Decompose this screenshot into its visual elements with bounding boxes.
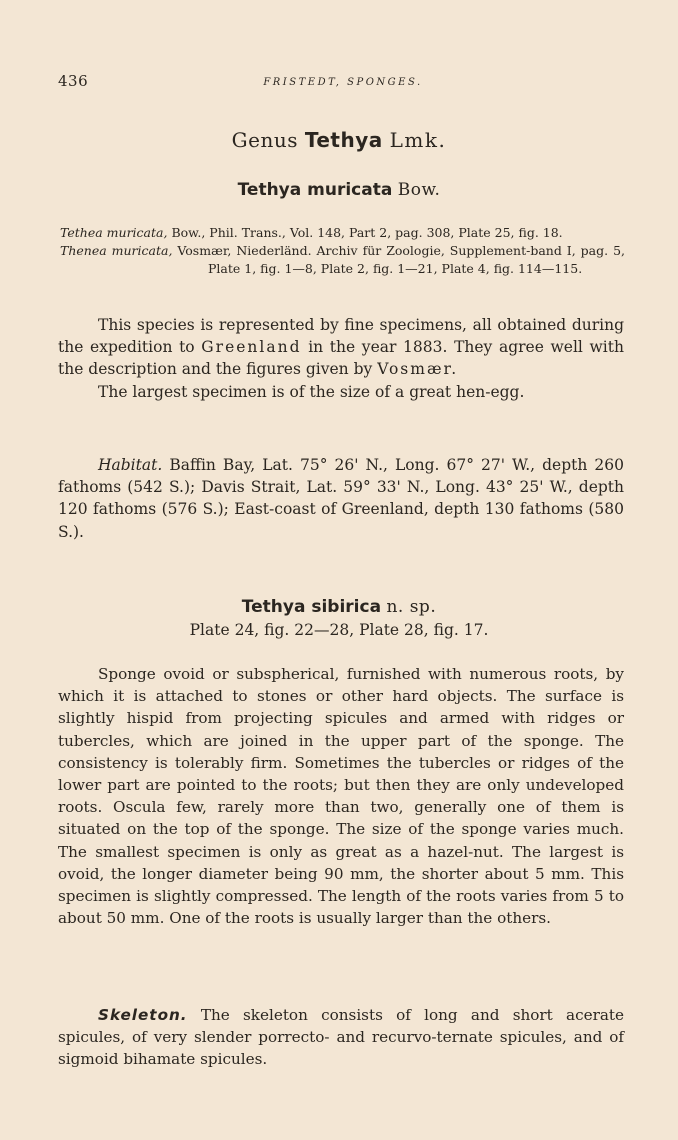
skeleton-paragraph [58, 1004, 624, 1071]
species-heading-sibirica [0, 597, 678, 617]
synonym-reference: Bow., Phil. Trans., Vol. 148, Part 2, pag. 308, Plate 25, fig. 18. [171, 225, 563, 240]
species-name: Tethya muricata [237, 180, 393, 200]
species-authority: n. sp. [386, 597, 437, 617]
plate-reference: Plate 24, fig. 22—28, Plate 28, fig. 17. [189, 621, 489, 639]
intro-text-continued: in the year 1883. They agree well with the description and the figures given by [58, 338, 624, 379]
intro-paragraph [58, 314, 624, 381]
page-header [58, 72, 628, 94]
intro-text: This species is represented by fine specimens, all obtained during the expedition to [58, 316, 624, 357]
place-name: Greenland [201, 338, 302, 357]
habitat-text: Baffin Bay, Lat. 75° 26' N., Long. 67° 27' W., depth 260 fathoms (542 S.); Davis Strait, Lat. 59° 33' N., Long. 43° 25' W., depth 120 fathoms (576 S.); East-coast of Greenland, depth 130 fathoms (580 S.). [58, 456, 624, 541]
intro-section [58, 314, 624, 403]
habitat-section [58, 454, 624, 543]
skeleton-section [58, 1004, 624, 1071]
description-section [58, 663, 624, 929]
largest-paragraph: The largest specimen is of the size of a great hen-egg. [98, 382, 525, 401]
genus-heading [0, 128, 678, 152]
synonym-binomial: Thenea muricata, [60, 243, 173, 259]
description-paragraph: Sponge ovoid or subspherical, furnished with numerous roots, by which it is attached to stones or other hard objects. The surface is slightly hispid from projecting spicules and armed with ridges or tubercles, which are joined in the upper part of the sponge. The consistency is tolerably firm. Sometimes the tubercles or ridges of the lower part are pointed to the roots; but then they are only undeveloped roots. Oscula few, rarely more than two, generally one of them is situated on the top of the sponge. The size of the sponge varies much. The smallest specimen is only as great as a hazel-nut. The largest is ovoid, the longer diameter being 90 mm, the shorter about 5 mm. This specimen is slightly compressed. The length of the roots varies from 5 to about 50 mm. One of the roots is usually larger than the others. [58, 665, 624, 928]
synonym-reference: Vosmær, Niederländ. Archiv für Zoologie, Supplement-band I, pag. 5, Plate 1, fig. 1—8, Plate 2, fig. 1—21, Plate 4, fig. 114—115. [177, 243, 625, 277]
habitat-label: Habitat. [98, 456, 163, 474]
skeleton-text: The skeleton consists of long and short acerate spicules, of very slender porrecto- and recurvo-ternate spicules, and of sigmoid bihamate spicules. [58, 1006, 624, 1069]
running-head: FRISTEDT, SPONGES. [263, 77, 423, 88]
skeleton-label: Skeleton. [98, 1006, 188, 1024]
genus-name: Tethya [304, 128, 383, 152]
species-name: Tethya sibirica [241, 597, 382, 617]
author-name: Vosmær. [377, 360, 459, 379]
species-authority: Bow. [397, 180, 441, 200]
page-number: 436 [58, 72, 89, 90]
genus-authority: Lmk. [389, 128, 447, 152]
habitat-paragraph [58, 454, 624, 543]
synonym-list [60, 224, 625, 279]
synonym-entry [60, 242, 625, 278]
genus-word: Genus [231, 128, 298, 152]
species-heading-muricata [0, 180, 678, 200]
synonym-entry [60, 224, 625, 242]
synonym-binomial: Tethea muricata, [60, 225, 168, 240]
